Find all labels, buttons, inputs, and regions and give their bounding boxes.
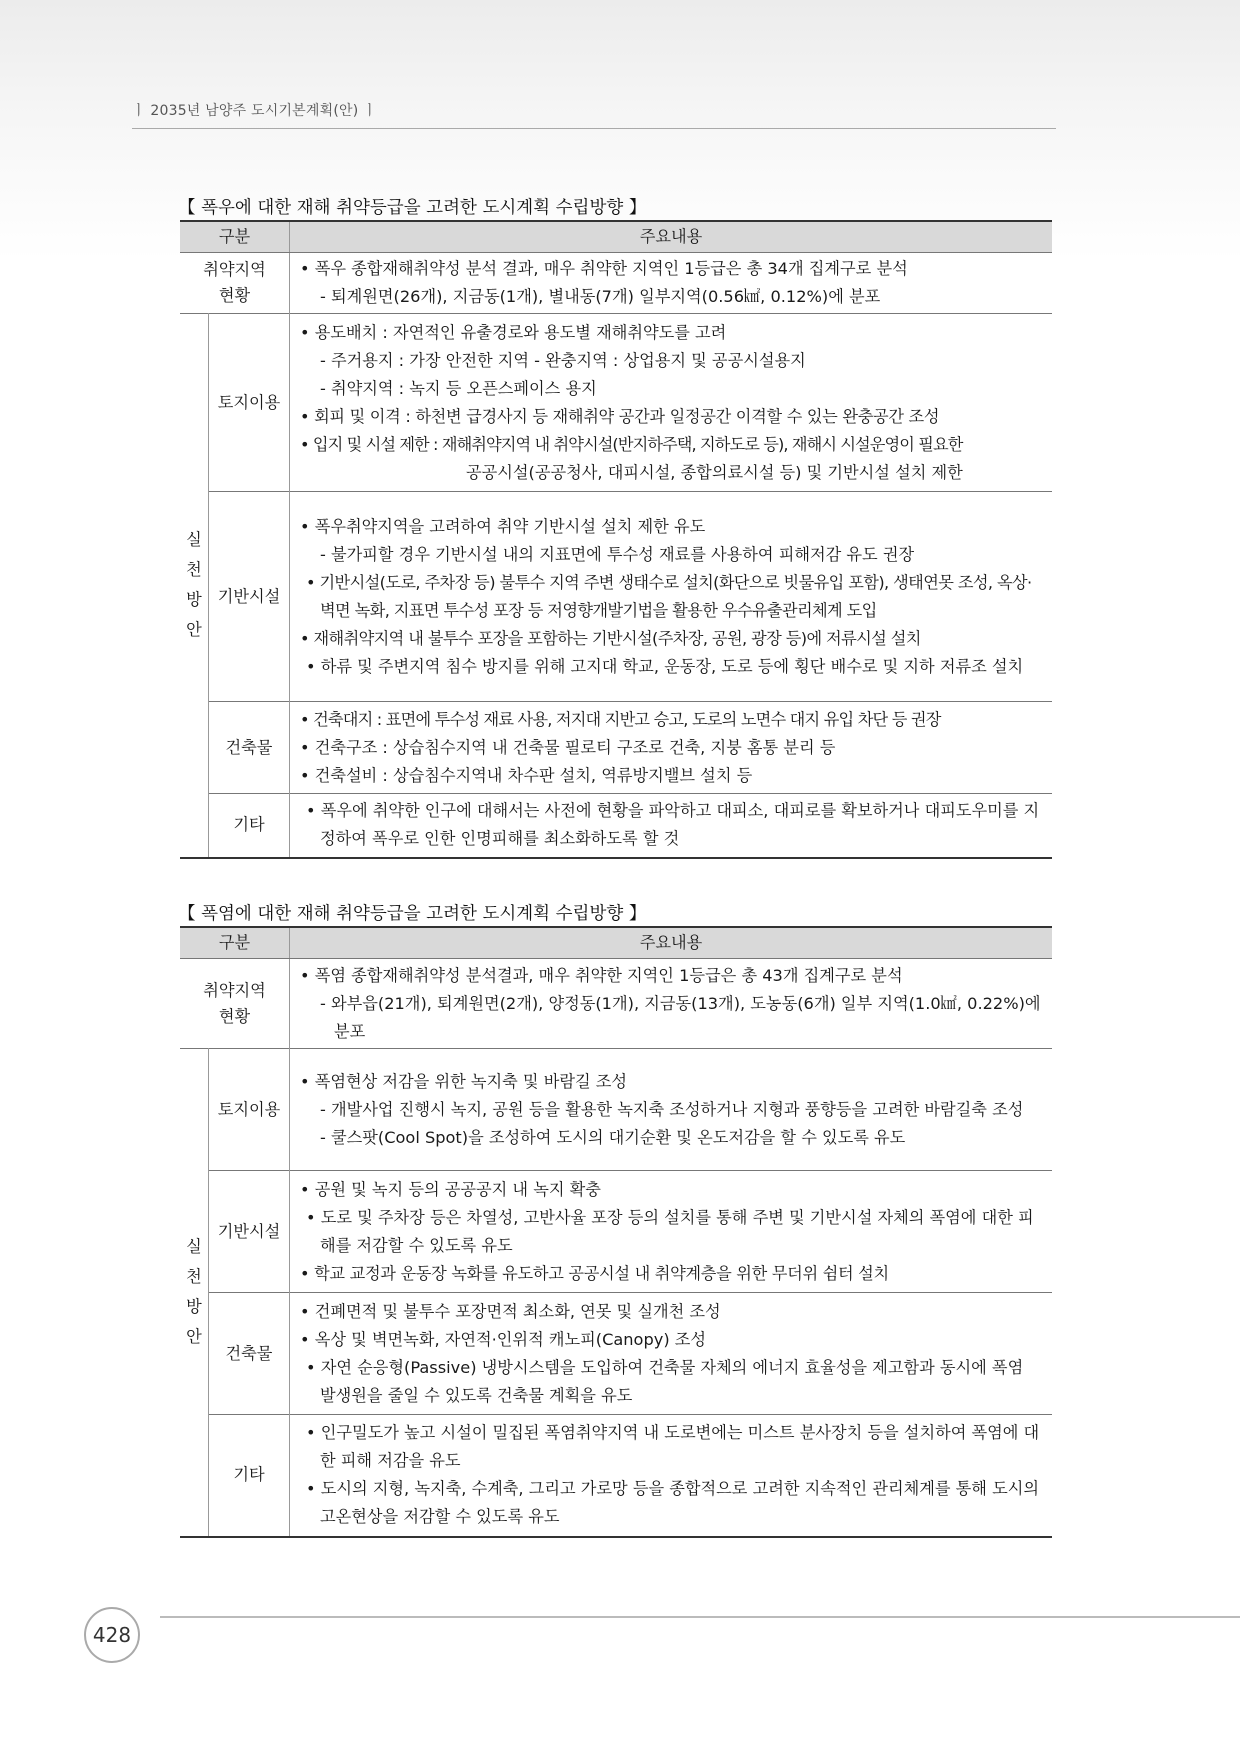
text-line: • 폭우 종합재해취약성 분석 결과, 매우 취약한 지역인 1등급은 총 34개 집계구로 분석 <box>300 259 908 278</box>
text-line: • 건축구조 : 상습침수지역 내 건축물 필로티 구조로 건축, 지붕 홈통 분리 등 <box>300 737 836 757</box>
plan-label <box>180 1049 209 1537</box>
row-label: 건축물 <box>209 1293 290 1415</box>
row-label: 토지이용 <box>209 314 290 492</box>
text-line: • 폭우취약지역을 고려하여 취약 기반시설 설치 제한 유도 <box>300 516 706 536</box>
row-label: 토지이용 <box>209 1049 290 1171</box>
row-content <box>290 1171 1053 1293</box>
row-content <box>290 794 1053 858</box>
text-line: - 주거용지 : 가장 안전한 지역 - 완충지역 : 상업용지 및 공공시설용지 <box>320 350 806 370</box>
text-line: • 용도배치 : 자연적인 유출경로와 용도별 재해취약도를 고려 <box>300 322 727 342</box>
col-header-content: 주요내용 <box>290 221 1053 253</box>
text-line: • 인구밀도가 높고 시설이 밀집된 폭염취약지역 내 도로변에는 미스트 분사장치 등을 설치하여 폭염에 대한 피해 저감을 유도 <box>306 1423 1040 1471</box>
status-label: 취약지역 현황 <box>180 253 290 314</box>
row-content <box>290 1293 1053 1415</box>
text-line: • 폭염현상 저감을 위한 녹지축 및 바람길 조성 <box>300 1071 628 1091</box>
text-line: - 와부읍(21개), 퇴계원면(2개), 양정동(1개), 지금동(13개), 도농동(6개) 일부 지역(1.0㎢, 0.22%)에 분포 <box>320 993 1041 1041</box>
table2-title: 【 폭염에 대한 재해 취약등급을 고려한 도시계획 수립방향 】 <box>178 904 647 924</box>
page-number: 428 <box>84 1607 140 1663</box>
text-line: • 건축설비 : 상습침수지역내 차수판 설치, 역류방지밸브 설치 등 <box>300 765 753 785</box>
plan-label <box>180 314 209 858</box>
text-line: - 개발사업 진행시 녹지, 공원 등을 활용한 녹지축 조성하거나 지형과 풍향등을 고려한 바람길축 조성 <box>320 1099 1024 1119</box>
col-header-category: 구분 <box>180 221 290 253</box>
status-content <box>290 253 1053 314</box>
text-line: • 도로 및 주차장 등은 차열성, 고반사율 포장 등의 설치를 통해 주변 및 기반시설 자체의 폭염에 대한 피해를 저감할 수 있도록 유도 <box>306 1207 1034 1255</box>
text-line: - 취약지역 : 녹지 등 오픈스페이스 용지 <box>320 378 597 398</box>
text-line: • 공원 및 녹지 등의 공공공지 내 녹지 확충 <box>300 1179 601 1199</box>
text-line: • 회피 및 이격 : 하천변 급경사지 등 재해취약 공간과 일정공간 이격할 수 있는 완충공간 조성 <box>300 406 940 426</box>
status-label: 취약지역 현황 <box>180 959 290 1049</box>
row-label: 기타 <box>209 794 290 858</box>
text-line: • 옥상 및 벽면녹화, 자연적·인위적 캐노피(Canopy) 조성 <box>300 1329 707 1349</box>
plan-label-text: 실천방안 <box>186 1237 202 1347</box>
text-line: - 퇴계원면(26개), 지금동(1개), 별내동(7개) 일부지역(0.56㎢, 0.12%)에 분포 <box>320 287 881 306</box>
row-content <box>290 702 1053 794</box>
text-line: - 불가피할 경우 기반시설 내의 지표면에 투수성 재료를 사용하여 피해저감 유도 권장 <box>320 544 915 564</box>
text-line: - 쿨스팟(Cool Spot)을 조성하여 도시의 대기순환 및 온도저감을 할 수 있도록 유도 <box>320 1127 906 1147</box>
row-label: 기반시설 <box>209 492 290 702</box>
text-line: • 폭염 종합재해취약성 분석결과, 매우 취약한 지역인 1등급은 총 43개 집계구로 분석 <box>300 965 903 985</box>
footer-divider <box>160 1616 1240 1618</box>
text-line: • 기반시설(도로, 주차장 등) 불투수 지역 주변 생태수로 설치(화단으로 빗물유입 포함), 생태연못 조성, 옥상·벽면 녹화, 지표면 투수성 포장 등 저영향개발기법을 활용한 우수유출관리체계 도입 <box>306 572 1032 620</box>
text-line: • 건폐면적 및 불투수 포장면적 최소화, 연못 및 실개천 조성 <box>300 1301 721 1321</box>
row-content <box>290 314 1053 492</box>
col-header-category: 구분 <box>180 927 290 959</box>
plan-label-text: 실천방안 <box>186 530 202 640</box>
text-line: • 자연 순응형(Passive) 냉방시스템을 도입하여 건축물 자체의 에너지 효율성을 제고함과 동시에 폭염 발생원을 줄일 수 있도록 건축물 계획을 유도 <box>306 1357 1024 1405</box>
text-line: • 입지 및 시설 제한 : 재해취약지역 내 취약시설(반지하주택, 지하도로 등), 재해시 시설운영이 필요한 <box>300 434 963 454</box>
text-line: • 건축대지 : 표면에 투수성 재료 사용, 저지대 지반고 승고, 도로의 노면수 대지 유입 차단 등 권장 <box>300 709 941 729</box>
text-line: • 도시의 지형, 녹지축, 수계축, 그리고 가로망 등을 종합적으로 고려한 지속적인 관리체계를 통해 도시의 고온현상을 저감할 수 있도록 유도 <box>306 1479 1039 1527</box>
text-line: • 재해취약지역 내 불투수 포장을 포함하는 기반시설(주차장, 공원, 광장 등)에 저류시설 설치 <box>300 628 921 648</box>
row-label: 기타 <box>209 1415 290 1537</box>
table1-title: 【 폭우에 대한 재해 취약등급을 고려한 도시계획 수립방향 】 <box>178 198 647 218</box>
status-content <box>290 959 1053 1049</box>
text-line: • 폭우에 취약한 인구에 대해서는 사전에 현황을 파악하고 대피소, 대피로를 확보하거나 대피도우미를 지정하여 폭우로 인한 인명피해를 최소화하도록 할 것 <box>306 801 1040 849</box>
row-content <box>290 1049 1053 1171</box>
text-line: • 하류 및 주변지역 침수 방지를 위해 고지대 학교, 운동장, 도로 등에 횡단 배수로 및 지하 저류조 설치 <box>306 656 1024 676</box>
row-content <box>290 1415 1053 1537</box>
header-divider <box>132 128 1056 129</box>
row-label: 건축물 <box>209 702 290 794</box>
table-heavy-rain <box>180 220 1052 859</box>
running-header: ㅣ 2035년 남양주 도시기본계획(안) ㅣ <box>132 103 377 119</box>
row-content <box>290 492 1053 702</box>
col-header-content: 주요내용 <box>290 927 1053 959</box>
row-label: 기반시설 <box>209 1171 290 1293</box>
table-heat-wave <box>180 926 1052 1538</box>
text-line: • 학교 교정과 운동장 녹화를 유도하고 공공시설 내 취약계층을 위한 무더위 쉼터 설치 <box>300 1263 889 1283</box>
text-line: 공공시설(공공청사, 대피시설, 종합의료시설 등) 및 기반시설 설치 제한 <box>466 462 963 482</box>
